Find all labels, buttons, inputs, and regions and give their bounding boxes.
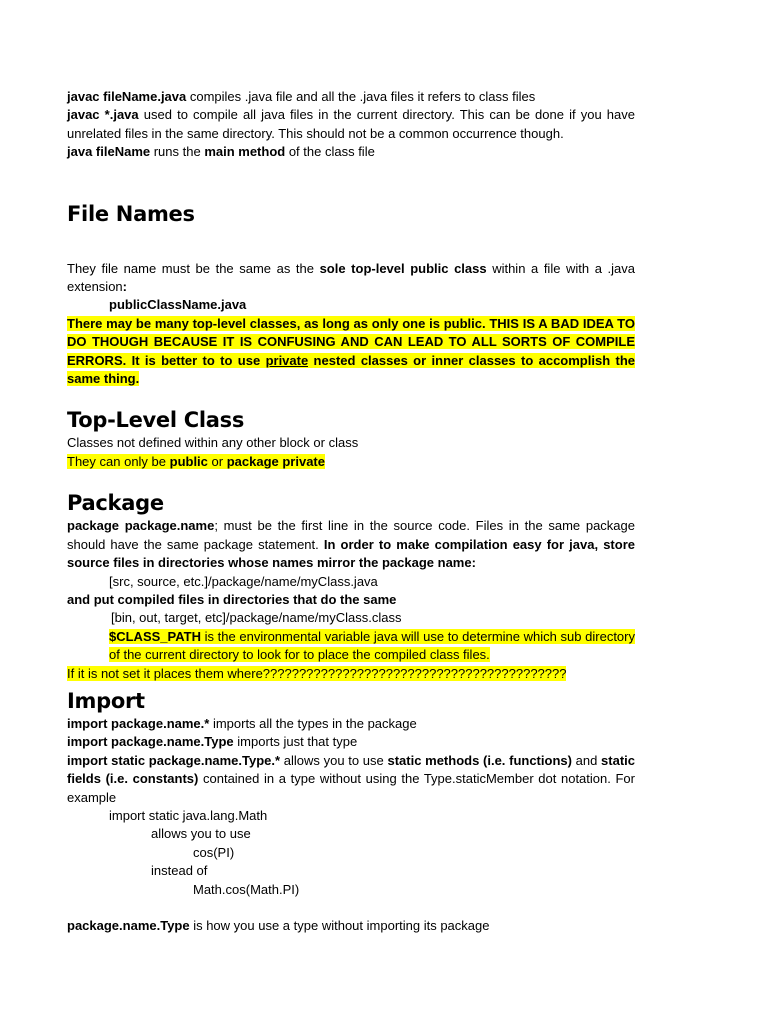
main-method-term: main method: [204, 144, 286, 160]
static-methods-term: static methods (i.e. functions): [387, 752, 572, 768]
java-run-text-end: of the class file: [285, 144, 375, 160]
import-all-text: imports all the types in the package: [209, 715, 417, 731]
class-path-question: [67, 665, 635, 683]
example-allows: allows you to use: [151, 826, 251, 842]
file-name-example-text: publicClassName.java: [109, 297, 247, 313]
package-heading: Package: [67, 491, 164, 516]
fully-qualified-type-line: [67, 917, 635, 935]
top-level-definition: Classes not defined within any other block or class: [67, 435, 359, 451]
import-heading: Import: [67, 688, 145, 713]
package-statement: [67, 517, 635, 572]
import-static-code: import static package.name.Type.*: [67, 752, 281, 768]
import-static-line: [67, 752, 635, 807]
example-cos: cos(PI): [193, 844, 235, 860]
top-level-access-or: or: [207, 453, 227, 469]
document-content: [67, 88, 635, 935]
java-run-line: [67, 143, 635, 161]
import-all-code: import package.name.*: [67, 715, 210, 731]
javac-file-command: javac fileName.java: [67, 89, 187, 104]
file-names-heading: File Names: [67, 201, 195, 226]
file-names-rule-text-end: within a file with a .java extension: [67, 260, 635, 295]
fully-qualified-type-code: package.name.Type: [67, 918, 190, 933]
file-names-rule-text: They file name must be the same as the: [67, 260, 320, 276]
file-names-note: [67, 315, 635, 389]
class-path-question-text: If it is not set it places them where??????????????????????????????????????????: [67, 665, 567, 681]
import-type-line: [67, 733, 635, 751]
import-all-line: [67, 715, 635, 733]
private-term: private: [265, 352, 309, 368]
top-level-access: [67, 453, 635, 471]
file-names-note-part3: nested classes or inner classes to accomplish the same thing.: [67, 352, 636, 387]
javac-all-description: used to compile all java files in the current directory. This can be done if you have unrelated files in the same directory. This should not be a common occurrence though.: [67, 107, 635, 141]
class-path-note: [67, 628, 635, 665]
top-level-class-heading: Top-Level Class: [67, 408, 245, 433]
javac-file-description: compiles .java file and all the .java files it refers to class files: [186, 89, 536, 104]
java-run-command: java fileName: [67, 144, 151, 160]
javac-all-line: [67, 106, 635, 143]
example-math-cos: Math.cos(Math.PI): [193, 881, 300, 897]
compiled-files-text: and put compiled files in directories that do the same: [67, 591, 397, 607]
file-names-note-part2: It is better to to use: [126, 352, 266, 368]
import-static-text-end: contained in a type without using the Type.staticMember dot notation. For example: [67, 771, 635, 805]
class-path-description: is the environmental variable java will use to determine which sub directory of the current directory to look for to place the compiled class files.: [109, 628, 635, 663]
public-term: public: [169, 453, 208, 469]
file-names-warning: THIS IS A BAD IDEA TO DO THOUGH BECAUSE IT IS CONFUSING AND CAN LEAD TO ALL SORTS OF COMPILE ERRORS.: [67, 315, 635, 368]
file-name-example: [67, 296, 635, 314]
example-instead-of: instead of: [151, 863, 208, 879]
compiled-files-line: [67, 591, 635, 609]
file-names-note-part1: There may be many top-level classes, as long as only one is public.: [67, 315, 490, 331]
import-static-text: allows you to use: [280, 752, 388, 768]
package-statement-text: ; must be the first line in the source code. Files in the same package should have the same package statement.: [67, 518, 635, 552]
import-static-and: and: [571, 752, 602, 768]
sole-public-class-term: sole top-level public class: [319, 260, 487, 276]
source-path: [src, source, etc.]/package/name/myClass.java: [109, 573, 378, 589]
import-type-text: imports just that type: [233, 734, 358, 750]
package-private-term: package private: [226, 453, 325, 469]
java-run-text: runs the: [150, 144, 205, 160]
fully-qualified-type-text: is how you use a type without importing its package: [189, 918, 490, 933]
package-compilation-tip: In order to make compilation easy for java, store source files in directories whose names mirror the package name:: [67, 536, 635, 571]
example-import-static: import static java.lang.Math: [109, 807, 268, 823]
file-names-rule: [67, 260, 635, 297]
static-fields-term: static fields (i.e. constants): [67, 752, 635, 787]
javac-all-command: javac *.java: [67, 107, 139, 123]
import-type-code: import package.name.Type: [67, 734, 234, 750]
binary-path: [bin, out, target, etc]/package/name/myClass.class: [111, 610, 402, 626]
class-path-variable: $CLASS_PATH: [109, 628, 201, 644]
javac-file-line: [67, 88, 635, 106]
file-names-colon: :: [122, 279, 127, 295]
package-statement-code: package package.name: [67, 518, 215, 534]
top-level-access-text: They can only be: [67, 453, 170, 469]
